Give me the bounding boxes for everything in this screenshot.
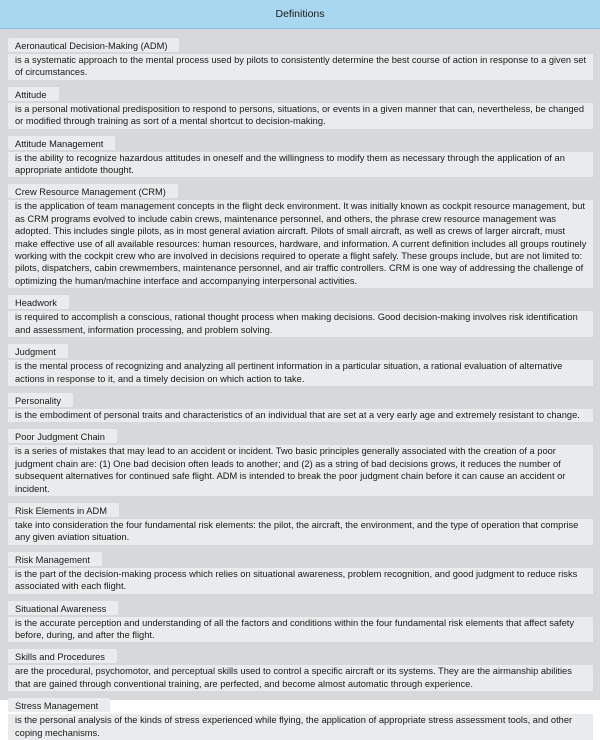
definition-entry-risk-elements-in-adm	[8, 501, 593, 545]
definition-term: Stress Management	[8, 698, 110, 712]
definition-entry-situational-awareness	[8, 599, 593, 643]
definition-text: is the embodiment of personal traits and characteristics of an individual that are set at a very early age and extremely resistant to change.	[8, 409, 593, 422]
definition-text: is the accurate perception and understanding of all the factors and conditions within the four fundamental risk elements that affect safety before, during, and after the flight.	[8, 617, 593, 643]
definition-term: Situational Awareness	[8, 601, 118, 615]
definition-text: is the ability to recognize hazardous attitudes in oneself and the willingness to modify them as necessary through the application of an appropriate antidote thought.	[8, 152, 593, 178]
definition-entry-attitude	[8, 85, 593, 129]
definition-entry-poor-judgment-chain	[8, 427, 593, 496]
definition-entry-attitude-management	[8, 134, 593, 178]
definition-term: Risk Management	[8, 552, 102, 566]
header-title: Definitions	[275, 8, 325, 20]
definition-entry-stress-management	[8, 696, 593, 740]
definition-term: Risk Elements in ADM	[8, 503, 119, 517]
definition-text: are the procedural, psychomotor, and perceptual skills used to control a specific aircraft or its systems. They are the airmanship abilities that are gained through conventional training, are perfected, and become almost automatic through experience.	[8, 665, 593, 691]
definition-term: Headwork	[8, 295, 69, 309]
definition-entry-crew-resource-management-crm	[8, 182, 593, 288]
definition-text: is the application of team management concepts in the flight deck environment. It was initially known as cockpit resource management, but as CRM programs evolved to include cabin crews, maintenance personnel, and others, the phrase crew resource management was adopted. This includes single pilots, as in most general aviation aircraft. Pilots of small aircraft, as well as crews of larger aircraft, must make effective use of all available resources: human resources, hardware, and information. A current definition includes all groups routinely working with the cockpit crew who are involved in decisions required to operate a flight safely. These groups include, but are not limited to: pilots, dispatchers, cabin crewmembers, maintenance personnel, and air traffic controllers. CRM is one way of addressing the challenge of optimizing the human/machine interface and accompanying interpersonal activities.	[8, 200, 593, 288]
definition-term: Skills and Procedures	[8, 649, 117, 663]
definition-text: is a systematic approach to the mental process used by pilots to consistently determine the best course of action in response to a given set of circumstances.	[8, 54, 593, 80]
definition-text: is a series of mistakes that may lead to an accident or incident. Two basic principles generally associated with the creation of a poor judgment chain are: (1) One bad decision often leads to another; and (2) as a string of bad decisions grows, it reduces the number of subsequent alternatives for continued safe flight. ADM is intended to break the poor judgment chain before it can cause an accident or incident.	[8, 445, 593, 496]
definitions-list	[0, 29, 600, 740]
definition-term: Crew Resource Management (CRM)	[8, 184, 178, 198]
definition-text: take into consideration the four fundamental risk elements: the pilot, the aircraft, the environment, and the type of operation that comprise any given aviation situation.	[8, 519, 593, 545]
definition-entry-skills-and-procedures	[8, 647, 593, 691]
definitions-header	[0, 0, 600, 29]
definition-term: Attitude Management	[8, 136, 115, 150]
definition-text: is a personal motivational predisposition to respond to persons, situations, or events in a given manner that can, nevertheless, be changed or modified through training as sort of a mental shortcut to decision-making.	[8, 103, 593, 129]
definition-entry-personality	[8, 391, 593, 422]
definition-term: Attitude	[8, 87, 59, 101]
definition-term: Judgment	[8, 344, 68, 358]
definition-text: is the part of the decision-making process which relies on situational awareness, problem recognition, and good judgment to reduce risks associated with each flight.	[8, 568, 593, 594]
definition-entry-risk-management	[8, 550, 593, 594]
definition-entry-aeronautical-decision-making-adm	[8, 36, 593, 80]
definition-term: Aeronautical Decision-Making (ADM)	[8, 38, 179, 52]
definition-term: Poor Judgment Chain	[8, 429, 117, 443]
definition-term: Personality	[8, 393, 73, 407]
definition-text: is the personal analysis of the kinds of stress experienced while flying, the application of appropriate stress assessment tools, and other coping mechanisms.	[8, 714, 593, 740]
definition-entry-judgment	[8, 342, 593, 386]
definition-text: is required to accomplish a conscious, rational thought process when making decisions. Good decision-making involves risk identification and assessment, information processing, and problem solving.	[8, 311, 593, 337]
definition-entry-headwork	[8, 293, 593, 337]
definition-text: is the mental process of recognizing and analyzing all pertinent information in a particular situation, a rational evaluation of alternative actions in response to it, and a timely decision on which action to take.	[8, 360, 593, 386]
